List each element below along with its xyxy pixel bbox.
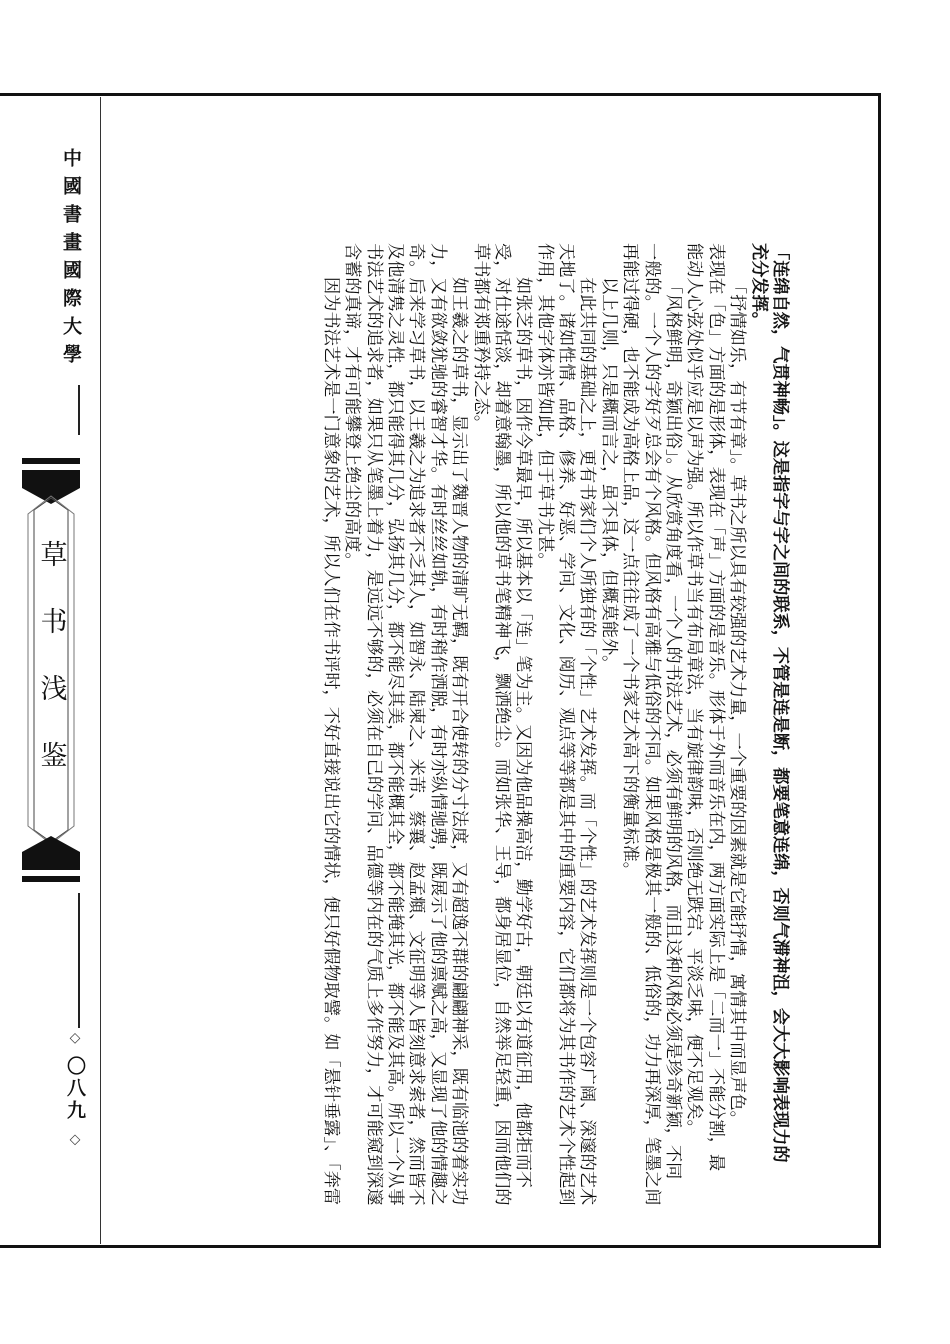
text-line: 以上几则，只是概而言之，虽不具体，但概莫能外。 <box>598 277 619 673</box>
text-line: 「风格鲜明，奇颖出俗」。从欣赏角度看，一个人的书法艺术，必须有鲜明的风格，而且这种风格必须是珍奇新颖，不同 <box>663 277 684 1180</box>
text-line: 作用，其他字体亦皆如此，但于草书尤甚。 <box>534 243 555 570</box>
text-line: 力，又有欲敛犹驰的睿智才华。有时丝丝如轨，有时稍作洒脱，有时亦纵情驰骋，既展示了他的禀赋之高，又显现了他的情趣之 <box>427 243 448 1206</box>
text-line: 在此共同的基础之上，更有书家们个人所独有的「个性」艺术发挥。而「个性」的艺术发挥则是一个包容广阔、深邃的艺术 <box>577 277 598 1206</box>
text-line: 「连绵自然，气贯神畅」。这是指字与字之间的联系，不管是连是断，都要笔意连绵，否则气滞神沮，会大大影响表现力的 <box>770 243 790 1163</box>
text-line: 受，对仕途恬淡，却着意翰墨，所以他的草书笔精神飞，飘洒绝尘。而如张华、王导，都身居显位，自然举足轻重，因而他们的 <box>491 243 512 1206</box>
text-line: 及他清隽之灵性，都只能得其几分，弘扬其几分，都不能尽其美，都不能概其全，都不能掩其光，都不能及其高。所以一个从事 <box>384 243 405 1206</box>
running-header: 中國書畫國際大學 <box>60 148 82 372</box>
text-line: 充分发挥。 <box>748 243 769 329</box>
text-line: 一般的。一个人的字好歹总会有个风格。但风格有高雅与低俗的不同。如果风格是极其一般的、低俗的，功力再深厚，笔墨之间 <box>641 243 662 1206</box>
title-cartouche <box>20 458 82 882</box>
text-line: 因为书法艺术是一门意象的艺术，所以人们在作书评时，不好直接说出它的情状，便只好假物取譬。如「悬针垂露」、「奔雷 <box>320 277 341 1206</box>
diamond-icon: ◇ <box>67 1030 83 1046</box>
header-divider-bottom <box>78 893 80 1028</box>
diamond-icon: ◇ <box>67 1131 83 1148</box>
header-divider-top <box>78 385 80 435</box>
text-line: 能动人心弦处似乎应是以声为强。所以作草书当有布局章法，当有旋律韵味，否则绝无跌宕、平淡乏味，便不足观矣。 <box>684 243 705 1137</box>
text-line: 如张芝的草书，因作今草最早，所以基本以「连」笔为主。又因为他品操高洁，勤学好古，朝廷以有道征用，他都拒而不 <box>513 277 534 1188</box>
section-title: 草书浅鉴 <box>35 540 67 808</box>
text-line: 表现在「色」方面的是形体，表现在「声」方面的是音乐。形体于外而音乐在内，两方面实际上是「二而一」不能分割，最 <box>705 243 726 1172</box>
text-line: 如王羲之的草书，显示出了魏晋人物的清旷无羁，既有开合使转的分寸法度，又有超逸不群的翩翩神采，既有临池的着实功 <box>449 277 470 1206</box>
text-line: 「抒情如乐，有节有章」。草书之所以具有较强的艺术力量，一个重要的因素就是它能抒情，寓情其中而显声色。 <box>727 277 748 1128</box>
page-number-block <box>62 1030 89 1147</box>
text-line: 含蓄的真谛，才有可能攀登上绝尘的高度。 <box>342 243 363 570</box>
text-line: 再能过得硬，也不能成为高格上品，这一点往往成了一个书家艺术高下的衡量标准。 <box>620 243 641 879</box>
text-line: 书法艺术的追求者，如果只从笔墨上着力，是远远不够的，必须在自己的学问、品德等内在的气质上多作努力，才可能窥到深邃 <box>363 243 384 1206</box>
text-line: 奇。后来学习草书，以王羲之为追求者不乏其人，如智永、陆柬之、米芾、蔡襄、赵孟頫、文征明等人皆刻意求索者，然而皆不 <box>406 243 427 1206</box>
page-number: 〇八九 <box>64 1055 86 1122</box>
text-line: 天地了。诸如性情、品格、修养、好恶、学问、文化、阅历、观点等等都是其中的重要内容，它们都将为其书作的艺术个性起到 <box>556 243 577 1206</box>
body-text <box>200 243 790 1308</box>
text-line: 草书都有郑重矜持之态。 <box>470 243 491 433</box>
